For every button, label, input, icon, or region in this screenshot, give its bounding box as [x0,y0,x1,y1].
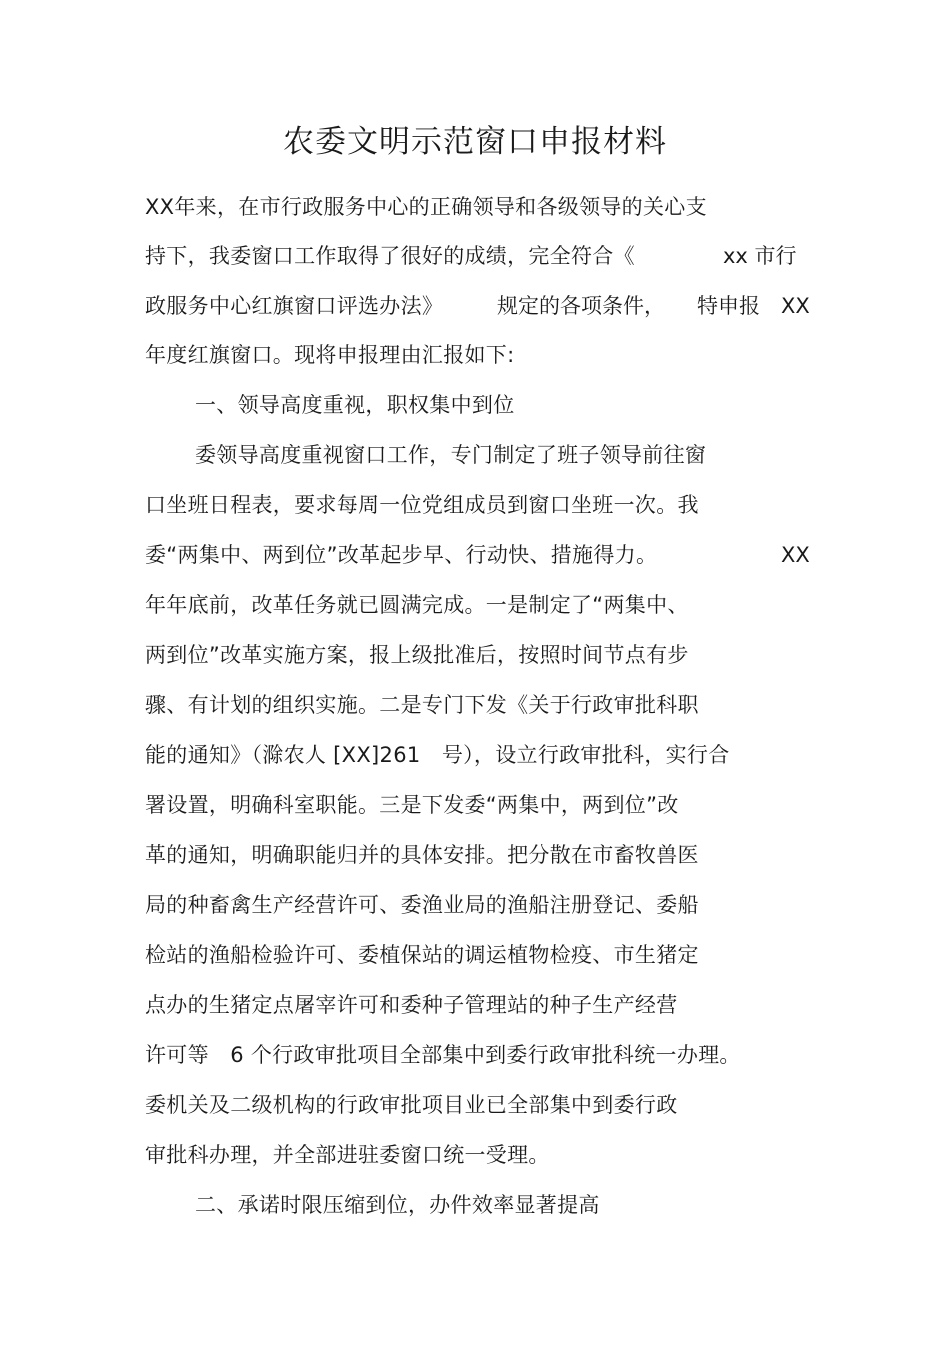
paragraph-line: 两到位”改革实施方案，报上级批准后，按照时间节点有步 [145,643,689,667]
paragraph-line: 委“两集中、两到位”改革起步早、行动快、措施得力。 [145,543,658,567]
paragraph-line-tail: XX [781,543,810,567]
paragraph-line: 持下，我委窗口工作取得了很好的成绩，完全符合《 [145,244,635,268]
paragraph-line: XX年来，在市行政服务中心的正确领导和各级领导的关心支 [145,195,707,219]
paragraph-line-tail: XX [781,294,810,318]
section-heading: 二、承诺时限压缩到位，办件效率显著提高 [195,1193,600,1217]
paragraph-line: 许可等 6 个行政审批项目全部集中到委行政审批科统一办理。 [145,1043,741,1067]
document-title: 农委文明示范窗口申报材料 [283,124,667,160]
paragraph-line: 能的通知》（滁农人 [XX]261 号），设立行政审批科，实行合 [145,743,730,767]
paragraph-line: 口坐班日程表，要求每周一位党组成员到窗口坐班一次。我 [145,493,699,517]
paragraph-line: 革的通知，明确职能归并的具体安排。把分散在市畜牧兽医 [145,843,699,867]
paragraph-line: 委机关及二级机构的行政审批项目业已全部集中到委行政 [145,1093,678,1117]
paragraph-line: 检站的渔船检验许可、委植保站的调运植物检疫、市生猪定 [145,943,699,967]
paragraph-line-tail: xx 市行 [723,244,797,268]
paragraph-line: 点办的生猪定点屠宰许可和委种子管理站的种子生产经营 [145,993,678,1017]
paragraph-line-mid: 特申报 [697,294,760,318]
section-heading: 一、领导高度重视，职权集中到位 [195,393,515,417]
paragraph-line: 署设置，明确科室职能。三是下发委“两集中，两到位”改 [145,793,679,817]
paragraph-line: 委领导高度重视窗口工作，专门制定了班子领导前往窗 [195,443,707,467]
paragraph-line: 审批科办理，并全部进驻委窗口统一受理。 [145,1143,550,1167]
paragraph-line: 政服务中心红旗窗口评选办法》 [145,294,444,318]
paragraph-line: 局的种畜禽生产经营许可、委渔业局的渔船注册登记、委船 [145,893,699,917]
paragraph-line: 骤、有计划的组织实施。二是专门下发《关于行政审批科职 [145,693,699,717]
paragraph-line: 年度红旗窗口。现将申报理由汇报如下: [145,343,515,367]
paragraph-line: 年年底前，改革任务就已圆满完成。一是制定了“两集中、 [145,593,689,617]
paragraph-line-mid: 规定的各项条件， [497,294,665,318]
